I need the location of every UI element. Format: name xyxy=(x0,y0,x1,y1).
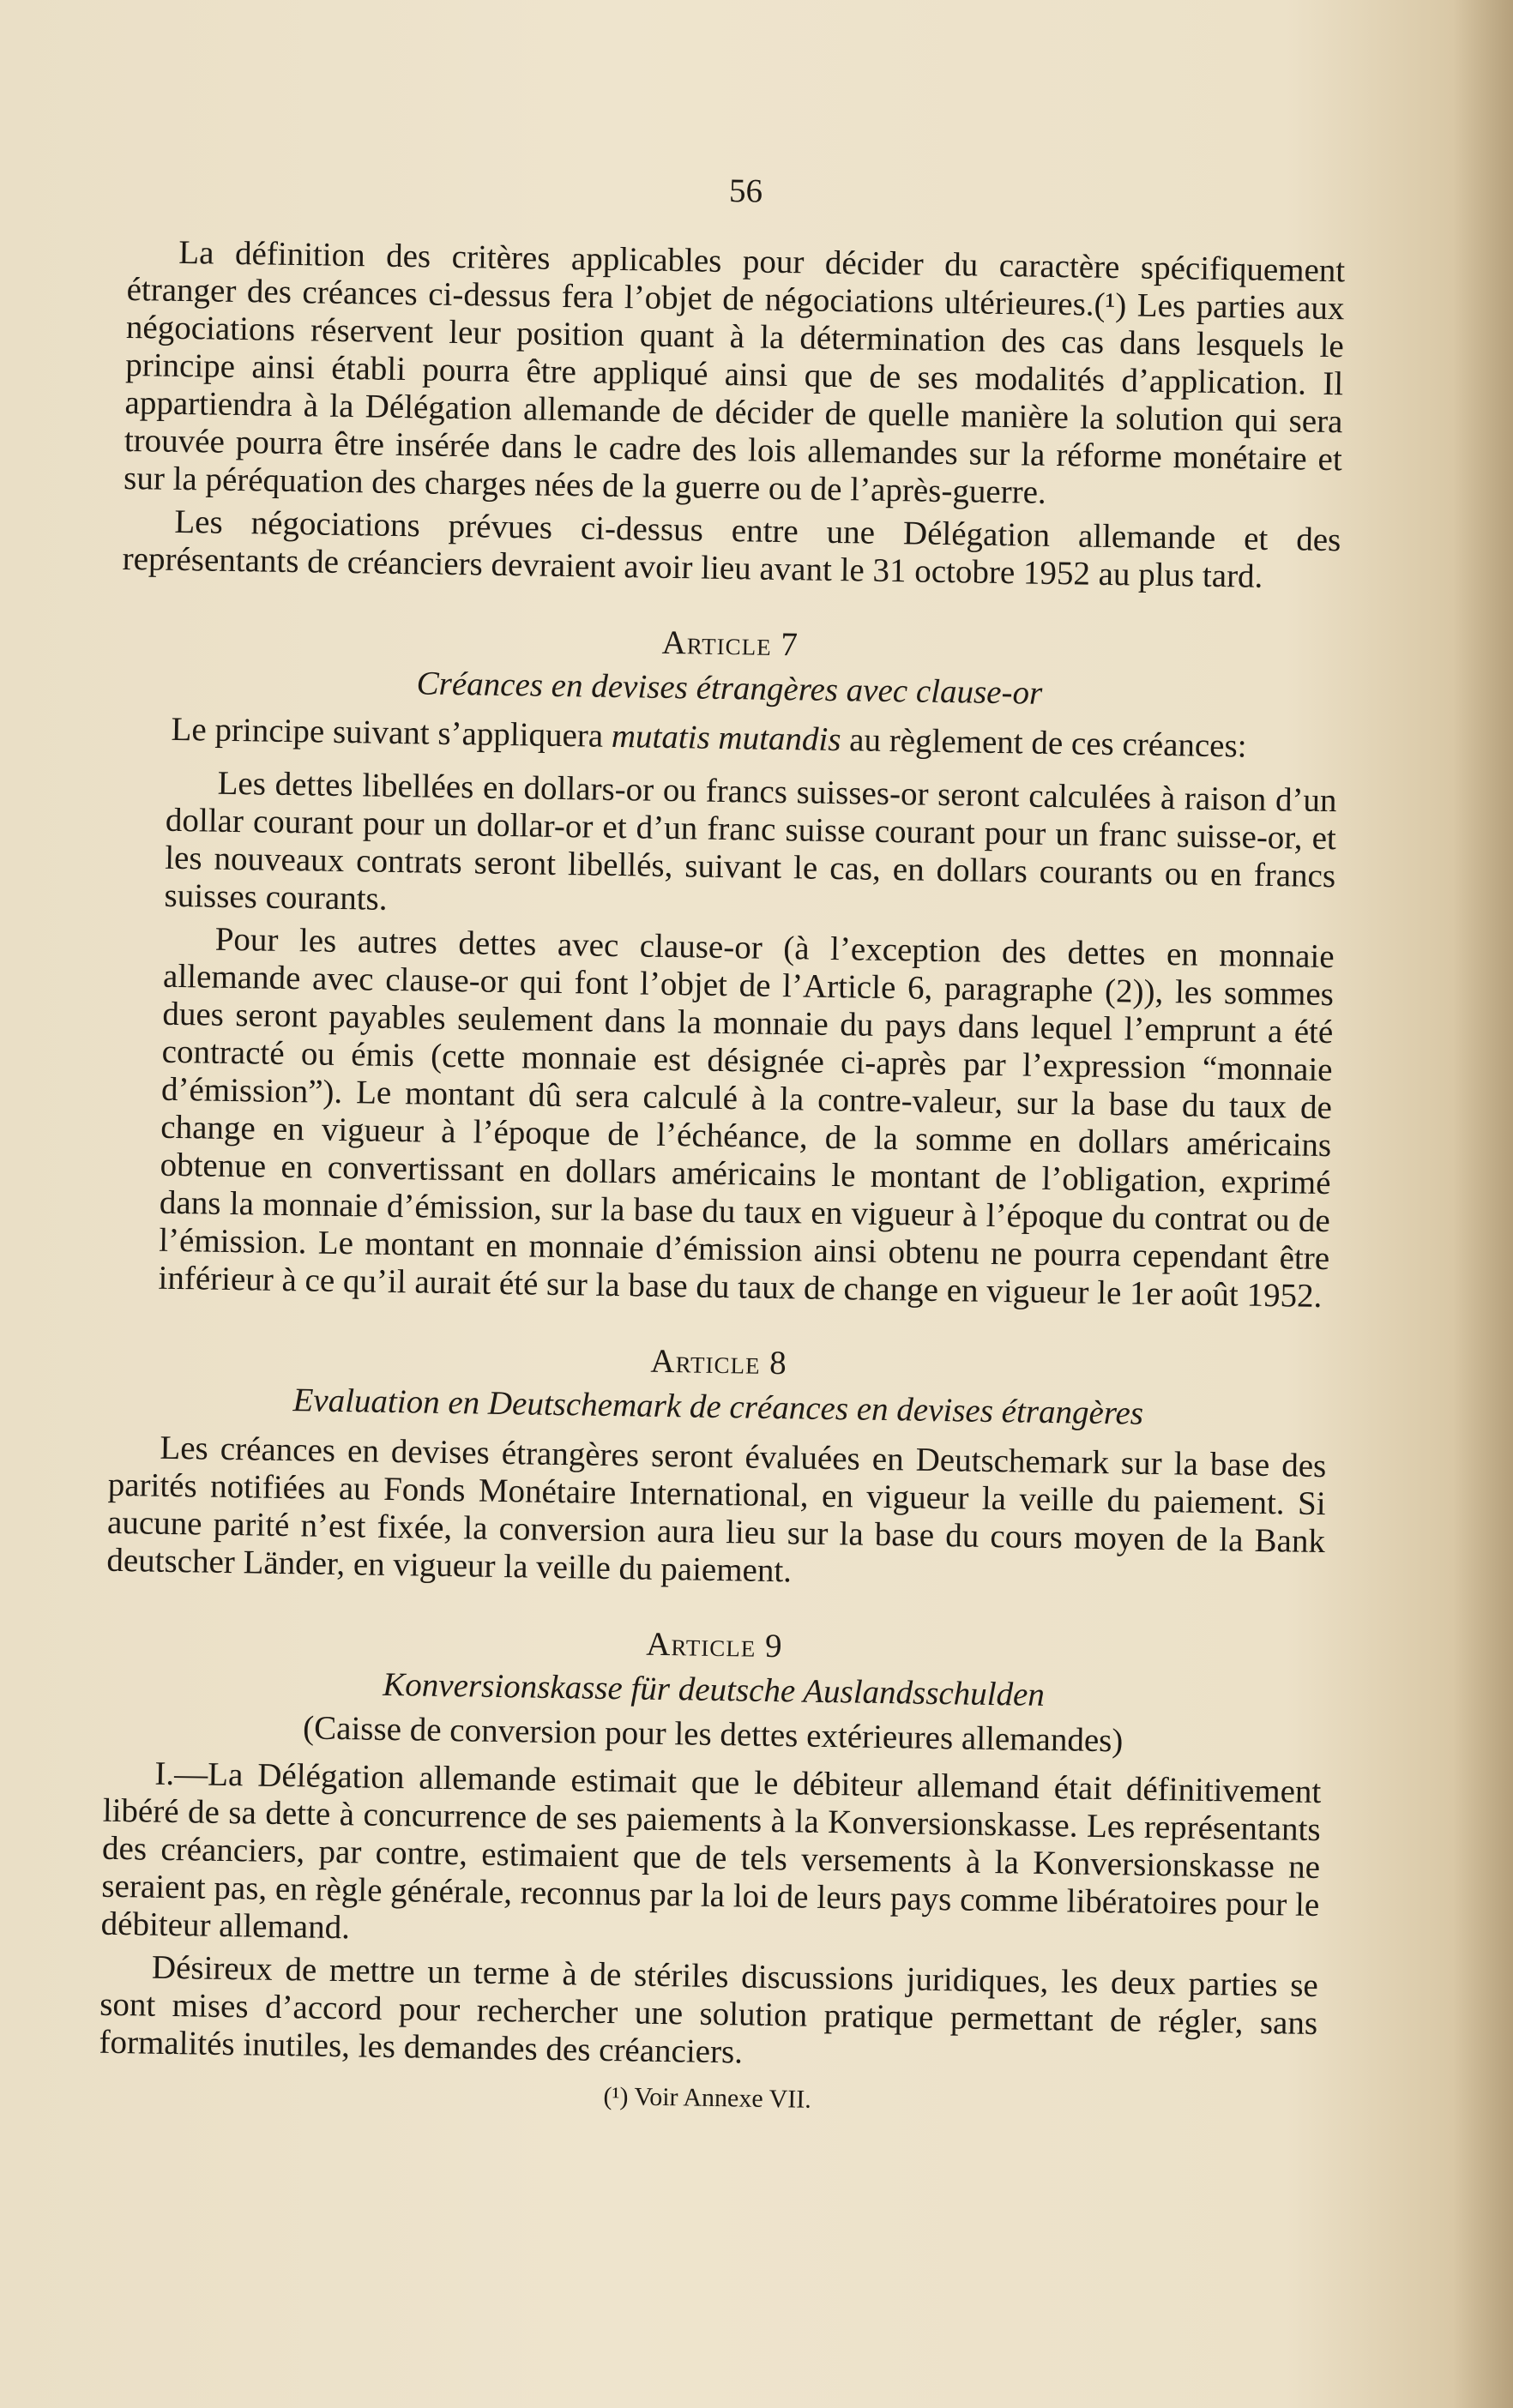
footnote: (¹) Voir Annexe VII. xyxy=(603,2081,812,2114)
article-9-paragraph-1: I.—La Délégation allemande estimait que le débiteur allemand était définitivement libéré de sa dette à concurrence de ses paiements à la Konversionskasse. Les représentants des créanciers, par contre, estimaient que de tels versements à la Konversionskasse ne seraient pas, en règle générale, reconnus par la loi de leurs pays comme libératoires pour le débiteur allemand. xyxy=(100,1755,1322,1947)
intro-paragraph-1: La définition des critères applicables pour décider du caractère spécifiquement étranger des créances ci-dessus fera l’objet de négociations ultérieures.(¹) Les parties aux négociations réservent leur position quant à la détermination des cas dans lesquels le principe ainsi établi pourra être appliqué ainsi que de ses modalités d’application. Il appartiendra à la Délégation allemande de décider de quelle manière la solution qui sera trouvée pourra être insérée dans le cadre des lois allemandes sur la réforme monétaire et sur la péréquation des charges nées de la guerre ou de l’après-guerre. xyxy=(123,233,1346,511)
text-block xyxy=(98,163,1346,2127)
page-number: 56 xyxy=(728,172,763,210)
article-9-paragraph-2: Désireux de mettre un terme à de stériles discussions juridiques, les deux parties se sont mises d’accord pour rechercher une solution pratique permettant de régler, sans formalités inutiles, les demandes des créanciers. xyxy=(99,1948,1319,2071)
article-7-quoted-paragraph-1: Les dettes libellées en dollars-or ou francs suisses-or seront calculées à raison d’un dollar courant pour un dollar-or et d’un franc suisse courant pour un franc suisse-or, et les nouveaux contrats seront libellés, suivant le cas, en dollars courants ou en francs suisses courants. xyxy=(164,764,1337,918)
article-8-heading: Article 8 xyxy=(650,1342,788,1382)
article-8-subtitle: Evaluation en Deutschemark de créances en devises étrangères xyxy=(292,1382,1144,1432)
article-7-subtitle: Créances en devises étrangères avec clause-or xyxy=(416,665,1043,712)
article-7-quoted-paragraph-2: Pour les autres dettes avec clause-or (à l’exception des dettes en monnaie allemande avec clause-or qui font l’objet de l’Article 6, paragraphe (2)), les sommes dues seront payables seulement dans la monnaie du pays dans lequel l’emprunt a été contracté ou émis (cette monnaie est désignée ci-après par l’expression “monnaie d’émission”). Le montant dû sera calculé à la contre-valeur, sur la base du taux de change en vigueur à l’époque de l’échéance, de la somme en dollars américains obtenue en convertissant en dollars américains le montant de l’obligation, exprimé dans la monnaie d’émission, sur la base du taux en vigueur à l’époque du contrat ou de l’émission. Le montant en monnaie d’émission ainsi obtenu ne pourra cependant être inférieur à ce qu’il aurait été sur la base du taux de change en vigueur le 1er août 1952. xyxy=(158,920,1335,1315)
article-8-paragraph-1: Les créances en devises étrangères seront évaluées en Deutschemark sur la base des parités notifiées au Fonds Monétaire International, en vigueur la veille du paiement. Si aucune parité n’est fixée, la conversion aura lieu sur la base du cours moyen de la Bank deutscher Länder, en vigueur la veille du paiement. xyxy=(106,1429,1327,1590)
intro-paragraph-2: Les négociations prévues ci-dessus entre une Délégation allemande et des représentants de créanciers devraient avoir lieu avant le 31 octobre 1952 au plus tard. xyxy=(122,503,1341,595)
article-7-intro-after: au règlement de ces créances: xyxy=(841,721,1247,765)
article-9-heading: Article 9 xyxy=(645,1625,783,1665)
article-7-intro xyxy=(119,710,1338,767)
binding-shadow xyxy=(1453,0,1513,2408)
article-9-subtitle: Konversionskasse für deutsche Auslandsschulden xyxy=(383,1665,1046,1713)
article-7-intro-before: Le principe suivant s’appliquera xyxy=(171,710,612,755)
article-7-intro-italic: mutatis mutandis xyxy=(611,717,841,759)
article-9-subtitle-2: (Caisse de conversion pour les dettes extérieures allemandes) xyxy=(302,1709,1124,1760)
article-7-heading: Article 7 xyxy=(661,623,799,664)
